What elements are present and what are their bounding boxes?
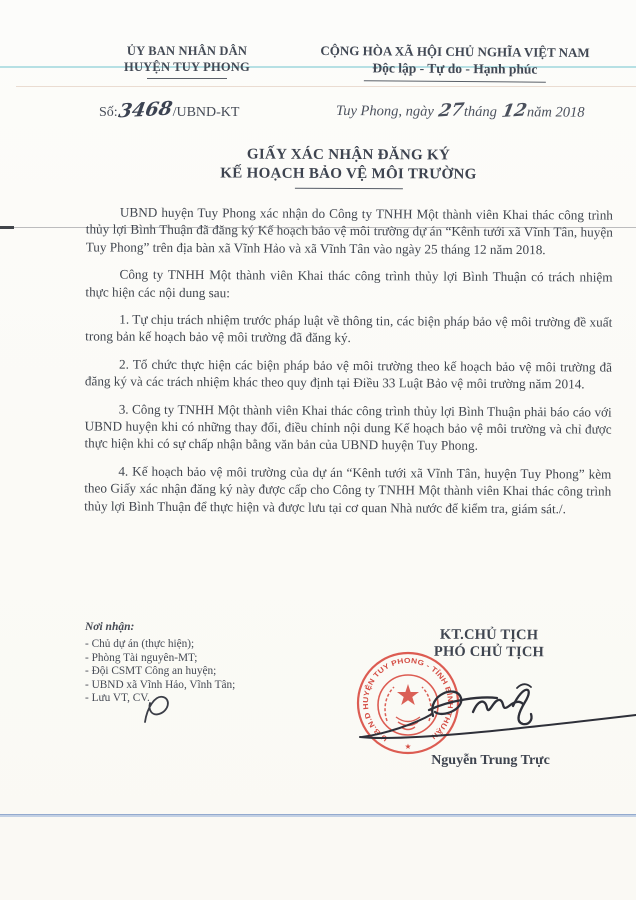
handwritten-initial bbox=[138, 692, 178, 724]
title-line1: GIẤY XÁC NHẬN ĐĂNG KÝ bbox=[246, 146, 451, 164]
signer-name: Nguyễn Trung Trực bbox=[431, 753, 550, 768]
authority-title-2: PHÓ CHỦ TỊCH bbox=[433, 643, 545, 661]
dateline-prefix: Tuy Phong, ngày bbox=[335, 103, 434, 120]
issuing-authority-block bbox=[78, 44, 296, 79]
recipient-item: - UBND xã Vĩnh Hảo, Vĩnh Tân; bbox=[85, 678, 236, 691]
authority-title-1: KT.CHỦ TỊCH bbox=[439, 626, 539, 644]
recipient-item: - Chủ dự án (thực hiện); bbox=[85, 638, 195, 650]
issuer-line1: ỦY BAN NHÂN DÂN bbox=[126, 44, 248, 58]
recipients-block bbox=[85, 621, 315, 706]
recipient-item: - Đội CSMT Công an huyện; bbox=[85, 665, 217, 677]
paragraph-item-2: 2. Tổ chức thực hiện các biện pháp bảo vệ môi trường theo kế hoạch bảo vệ môi trường đã đăng ký và các trách nhiệm khác theo quy định tại Điều 33 Luật Bảo vệ môi trường năm 2014. bbox=[84, 356, 613, 392]
paragraph-responsibility: Công ty TNHH Một thành viên Khai thác công trình thủy lợi Bình Thuận có trách nhiệm thực hiện các nội dung sau: bbox=[85, 266, 613, 300]
scan-artifact-pink-line bbox=[16, 86, 636, 87]
recipient-item: - Phòng Tài nguyên-MT; bbox=[85, 651, 198, 664]
recipient-item: - Lưu VT, CV. bbox=[85, 692, 150, 704]
stamp-star-icon: ★ bbox=[404, 742, 412, 751]
scan-artifact-blue-line bbox=[0, 814, 636, 817]
number-label: Số: bbox=[99, 105, 118, 120]
national-title: CỘNG HÒA XÃ HỘI CHỦ NGHĨA VIỆT NAM bbox=[320, 42, 590, 61]
national-motto: Độc lập - Tự do - Hạnh phúc bbox=[372, 60, 538, 77]
motto-underline bbox=[364, 80, 546, 82]
paragraph-item-3: 3. Công ty TNHH Một thành viên Khai thác công trình thủy lợi Bình Thuận phải báo cáo với UBND huyện khi có những thay đổi, điều chỉnh nội dung Kế hoạch bảo vệ môi trường và chỉ được thực hiện khi có sự chấp nhận bằng văn bản của UBND huyện Tuy Phong. bbox=[84, 401, 612, 454]
title-line2: KẾ HOẠCH BẢO VỆ MÔI TRƯỜNG bbox=[220, 165, 477, 183]
national-motto-block bbox=[298, 43, 612, 83]
issuer-line2: HUYỆN TUY PHONG bbox=[124, 59, 250, 74]
document-number-line bbox=[99, 97, 240, 123]
paragraph-item-4: 4. Kế hoạch bảo vệ môi trường của dự án “Kênh tưới xã Vĩnh Tân, huyện Tuy Phong” kèm theo Giấy xác nhận đăng ký này được cấp cho Công ty TNHH Một thành viên Khai thác công trình thủy lợi Bình Thuận để thực hiện và được lưu tại cơ quan Nhà nước để kiểm tra, giám sát./. bbox=[84, 463, 612, 517]
document-title bbox=[85, 145, 612, 190]
document-body bbox=[84, 203, 613, 527]
number-suffix: /UBND-KT bbox=[172, 105, 240, 120]
paragraph-item-1: 1. Tự chịu trách nhiệm trước pháp luật về thông tin, các biện pháp bảo vệ môi trường đề xuất trong bản kế hoạch bảo vệ môi trường đã đăng ký. bbox=[85, 311, 613, 346]
place-date-line bbox=[335, 100, 622, 122]
recipients-heading: Nơi nhận: bbox=[85, 621, 135, 633]
dateline-middle: tháng bbox=[463, 103, 497, 121]
title-underline bbox=[294, 188, 402, 189]
issuer-underline bbox=[147, 78, 227, 79]
handwritten-day: 27 bbox=[436, 100, 465, 122]
handwritten-signature bbox=[345, 672, 636, 747]
paragraph-intro: UBND huyện Tuy Phong xác nhận do Công ty TNHH Một thành viên Khai thác công trình thủy lợi Bình Thuận đã đăng ký Kế hoạch bảo vệ môi trường dự án “Kênh tưới xã Vĩnh Tân, huyện Tuy Phong” trên địa bàn xã Vĩnh Hảo và xã Vĩnh Tân vào ngày 25 tháng 12 năm 2018. bbox=[85, 204, 613, 258]
stamp-ring-text: U.B.N.D HUYỆN TUY PHONG - TỈNH BÌNH THUẬN bbox=[360, 655, 456, 744]
handwritten-number: 3468 bbox=[116, 97, 174, 123]
dateline-suffix: năm 2018 bbox=[526, 104, 585, 121]
handwritten-month: 12 bbox=[499, 100, 528, 122]
